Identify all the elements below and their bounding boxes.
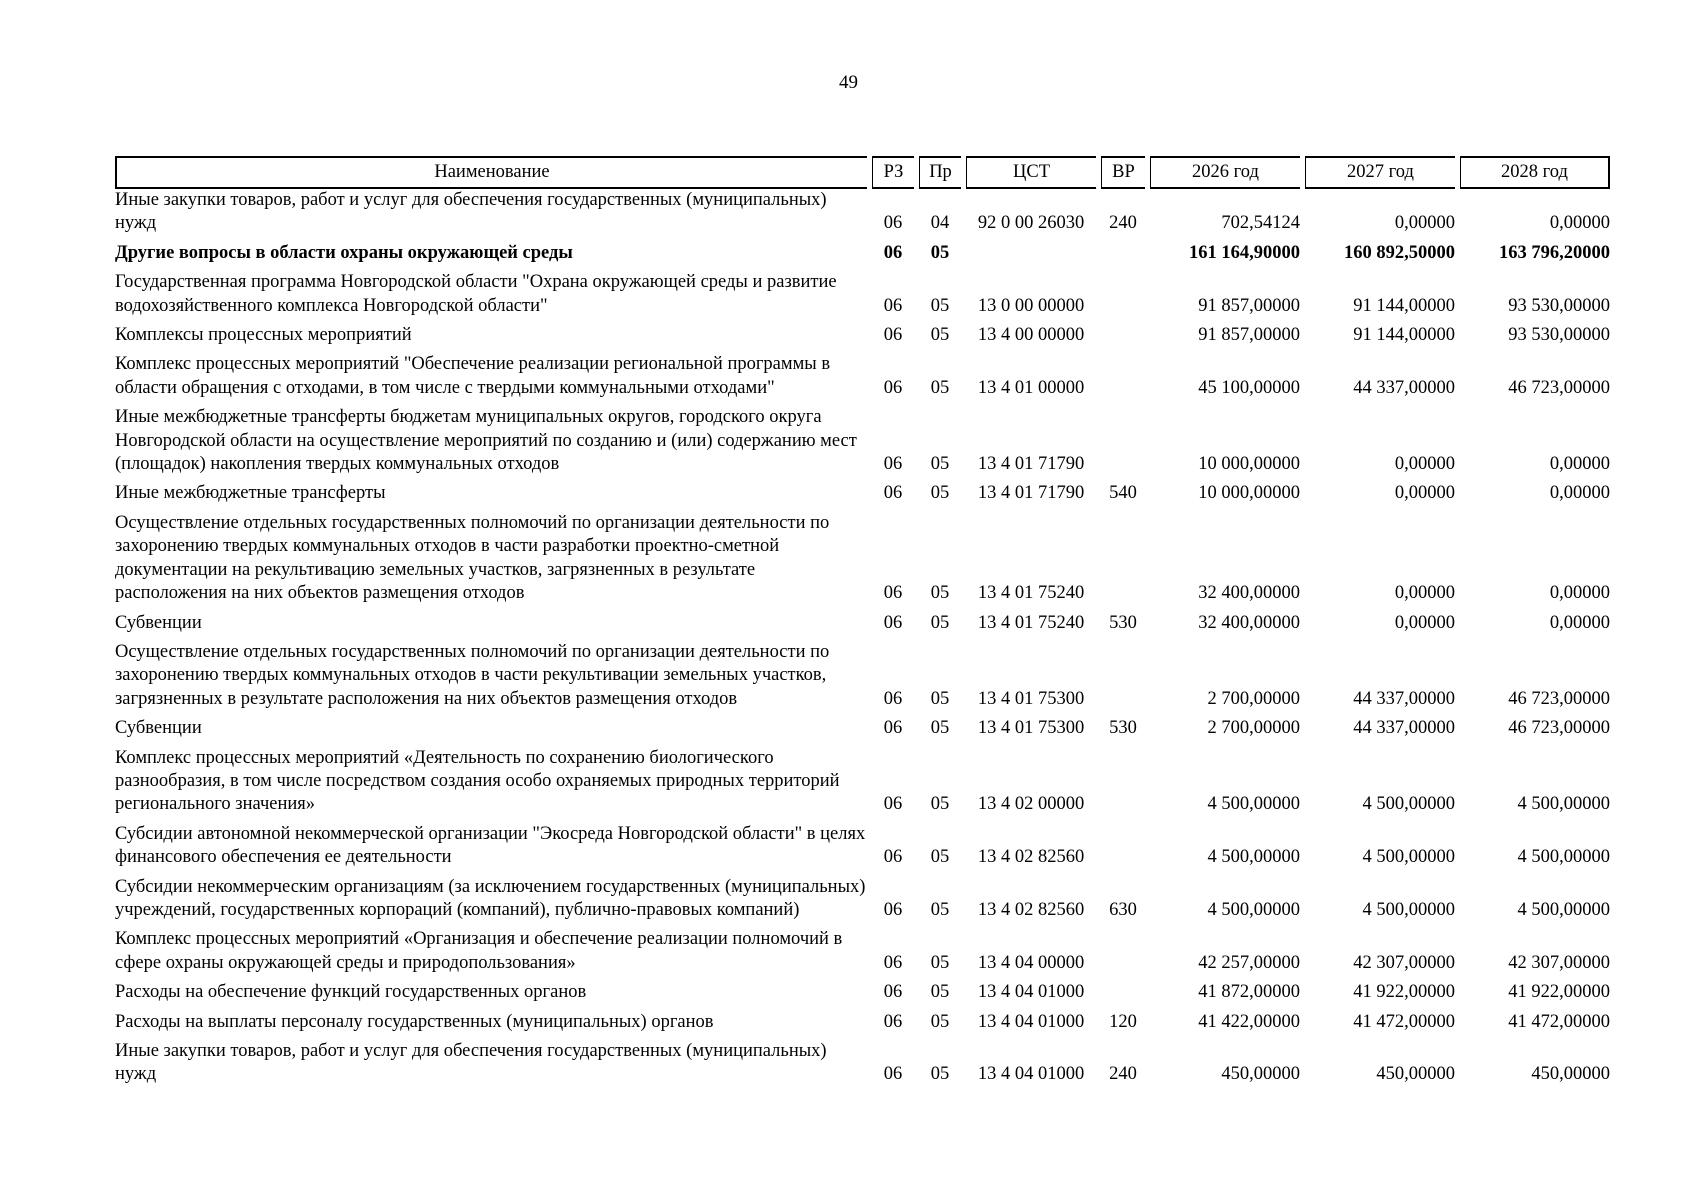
table-row — [115, 612, 1610, 641]
row-pr: 05 — [930, 952, 950, 973]
row-value-2026: 702,54124 — [1221, 213, 1300, 234]
row-vr — [1101, 512, 1145, 612]
row-value-2028: 0,00000 — [1549, 483, 1610, 504]
row-cst: 13 4 02 82560 — [977, 847, 1085, 868]
row-value-2028: 46 723,00000 — [1508, 718, 1610, 739]
row-name: Осуществление отдельных государственных полномочий по организации деятельности по захоронению твердых коммунальных отходов в части разработки проектно-сметной документации на рекультивацию земельных участков, загрязненных в результате расположения на них объектов размещения отходов — [115, 512, 830, 604]
row-pr: 05 — [930, 295, 950, 316]
row-rz: 06 — [883, 688, 903, 709]
row-value-2026: 2 700,00000 — [1207, 688, 1300, 709]
row-name: Комплексы процессных мероприятий — [115, 325, 412, 346]
table-row — [115, 189, 1610, 242]
row-vr: 530 — [1109, 718, 1137, 739]
row-name: Иные закупки товаров, работ и услуг для обеспечения государственных (муниципальных) нужд — [115, 190, 827, 234]
header-cst: ЦСТ — [966, 156, 1096, 189]
budget-table — [115, 156, 1610, 1093]
row-value-2026: 91 857,00000 — [1198, 325, 1300, 346]
row-cst: 13 4 01 71790 — [977, 483, 1085, 504]
row-rz: 06 — [883, 982, 903, 1003]
row-pr: 05 — [930, 325, 950, 346]
row-vr — [1101, 242, 1145, 271]
row-value-2027: 0,00000 — [1394, 583, 1455, 604]
row-name: Иные межбюджетные трансферты — [115, 483, 386, 504]
row-rz: 06 — [883, 325, 903, 346]
row-vr: 240 — [1109, 1064, 1137, 1085]
row-rz: 06 — [883, 583, 903, 604]
table-row — [115, 482, 1610, 511]
row-pr: 05 — [930, 1011, 950, 1032]
header-2028: 2028 год — [1460, 156, 1610, 189]
row-value-2028: 46 723,00000 — [1508, 377, 1610, 398]
table-body — [115, 189, 1610, 1093]
row-pr: 05 — [930, 612, 950, 633]
row-name: Расходы на выплаты персоналу государственных (муниципальных) органов — [115, 1011, 714, 1032]
row-name: Иные закупки товаров, работ и услуг для обеспечения государственных (муниципальных) нужд — [115, 1041, 827, 1085]
table-row — [115, 981, 1610, 1010]
row-value-2028: 41 472,00000 — [1508, 1011, 1610, 1032]
table-row — [115, 242, 1610, 271]
row-pr: 05 — [930, 242, 950, 263]
row-name: Субсидии некоммерческим организациям (за исключением государственных (муниципальных) учреждений, государственных корпораций (компаний), публично-правовых компаний) — [115, 876, 866, 920]
row-rz: 06 — [883, 794, 903, 815]
table-row — [115, 406, 1610, 482]
row-value-2028: 42 307,00000 — [1508, 952, 1610, 973]
row-value-2027: 42 307,00000 — [1353, 952, 1455, 973]
row-cst: 13 0 00 00000 — [977, 295, 1085, 316]
row-value-2026: 4 500,00000 — [1207, 847, 1300, 868]
row-value-2027: 0,00000 — [1394, 483, 1455, 504]
row-value-2028: 0,00000 — [1549, 612, 1610, 633]
row-vr — [1101, 353, 1145, 406]
row-value-2026: 45 100,00000 — [1198, 377, 1300, 398]
row-value-2026: 42 257,00000 — [1198, 952, 1300, 973]
row-rz: 06 — [883, 295, 903, 316]
row-rz: 06 — [883, 377, 903, 398]
row-value-2027: 0,00000 — [1394, 213, 1455, 234]
row-name: Осуществление отдельных государственных полномочий по организации деятельности по захоронению твердых коммунальных отходов в части рекультивации земельных участков, загрязненных в результате расположения на них объектов размещения отходов — [115, 641, 830, 709]
row-value-2026: 32 400,00000 — [1198, 583, 1300, 604]
row-value-2026: 4 500,00000 — [1207, 794, 1300, 815]
row-value-2027: 450,00000 — [1376, 1064, 1455, 1085]
row-vr — [1101, 271, 1145, 324]
table-row — [115, 928, 1610, 981]
row-rz: 06 — [883, 213, 903, 234]
row-value-2027: 41 472,00000 — [1353, 1011, 1455, 1032]
row-vr: 530 — [1109, 612, 1137, 633]
row-value-2028: 93 530,00000 — [1508, 325, 1610, 346]
table-row — [115, 271, 1610, 324]
header-rz: РЗ — [872, 156, 914, 189]
row-name: Государственная программа Новгородской области "Охрана окружающей среды и развитие водохозяйственного комплекса Новгородской области" — [115, 272, 837, 316]
row-rz: 06 — [883, 718, 903, 739]
row-rz: 06 — [883, 1011, 903, 1032]
table-row — [115, 823, 1610, 876]
row-value-2027: 41 922,00000 — [1353, 982, 1455, 1003]
row-name: Субвенции — [115, 718, 202, 739]
row-pr: 05 — [930, 982, 950, 1003]
row-value-2028: 0,00000 — [1549, 583, 1610, 604]
row-value-2027: 4 500,00000 — [1362, 847, 1455, 868]
row-value-2027: 91 144,00000 — [1353, 325, 1455, 346]
row-value-2026: 91 857,00000 — [1198, 295, 1300, 316]
row-value-2027: 4 500,00000 — [1362, 899, 1455, 920]
row-value-2028: 0,00000 — [1549, 454, 1610, 475]
row-rz: 06 — [883, 1064, 903, 1085]
row-cst: 13 4 01 71790 — [977, 454, 1085, 475]
row-cst: 13 4 01 75240 — [977, 612, 1085, 633]
table-row — [115, 717, 1610, 746]
row-pr: 05 — [930, 718, 950, 739]
header-pr: Пр — [919, 156, 961, 189]
row-value-2028: 4 500,00000 — [1517, 899, 1610, 920]
row-vr — [1101, 406, 1145, 482]
row-vr: 120 — [1109, 1011, 1137, 1032]
row-value-2027: 44 337,00000 — [1353, 688, 1455, 709]
row-vr — [1101, 928, 1145, 981]
row-name: Субвенции — [115, 612, 202, 633]
table-header-row — [115, 156, 1610, 189]
header-2027: 2027 год — [1305, 156, 1455, 189]
row-value-2026: 450,00000 — [1221, 1064, 1300, 1085]
row-name: Субсидии автономной некоммерческой организации "Экосреда Новгородской области" в целях финансового обеспечения ее деятельности — [115, 823, 866, 868]
row-cst: 13 4 01 75300 — [977, 718, 1085, 739]
row-value-2026: 2 700,00000 — [1207, 718, 1300, 739]
row-value-2026: 10 000,00000 — [1198, 483, 1300, 504]
row-value-2027: 0,00000 — [1394, 612, 1455, 633]
row-pr: 05 — [930, 483, 950, 504]
row-name: Комплекс процессных мероприятий «Деятельность по сохранению биологического разнообразия, в том числе посредством создания особо охраняемых природных территорий регионального значения» — [115, 747, 840, 815]
row-cst: 92 0 00 26030 — [977, 213, 1085, 234]
row-value-2027: 44 337,00000 — [1353, 377, 1455, 398]
row-cst: 13 4 04 01000 — [977, 982, 1085, 1003]
row-value-2027: 160 892,50000 — [1344, 242, 1455, 263]
row-value-2026: 41 422,00000 — [1198, 1011, 1300, 1032]
row-value-2026: 161 164,90000 — [1189, 242, 1300, 263]
row-value-2028: 0,00000 — [1549, 213, 1610, 234]
row-rz: 06 — [883, 483, 903, 504]
row-name: Комплекс процессных мероприятий «Организация и обеспечение реализации полномочий в сфере охраны окружающей среды и природопользования» — [115, 929, 843, 973]
table-row — [115, 641, 1610, 717]
row-pr: 05 — [930, 794, 950, 815]
table-row — [115, 1011, 1610, 1040]
row-value-2028: 4 500,00000 — [1517, 794, 1610, 815]
row-name: Иные межбюджетные трансферты бюджетам муниципальных округов, городского округа Новгородской области на осуществление мероприятий по созданию и (или) содержанию мест (площадок) накопления твердых коммунальных отходов — [115, 407, 857, 475]
row-value-2028: 163 796,20000 — [1499, 242, 1610, 263]
row-cst: 13 4 00 00000 — [977, 325, 1085, 346]
table-row — [115, 324, 1610, 353]
header-vr: ВР — [1101, 156, 1145, 189]
table-row — [115, 353, 1610, 406]
row-pr: 04 — [930, 213, 950, 234]
row-value-2026: 32 400,00000 — [1198, 612, 1300, 633]
row-value-2028: 46 723,00000 — [1508, 688, 1610, 709]
row-rz: 06 — [883, 952, 903, 973]
row-vr: 540 — [1109, 483, 1137, 504]
row-vr: 240 — [1109, 213, 1137, 234]
row-pr: 05 — [930, 688, 950, 709]
row-pr: 05 — [930, 847, 950, 868]
row-cst — [966, 242, 1096, 271]
row-cst: 13 4 02 00000 — [977, 794, 1085, 815]
row-value-2027: 91 144,00000 — [1353, 295, 1455, 316]
row-vr: 630 — [1109, 899, 1137, 920]
row-value-2026: 41 872,00000 — [1198, 982, 1300, 1003]
row-value-2026: 10 000,00000 — [1198, 454, 1300, 475]
row-pr: 05 — [930, 583, 950, 604]
row-rz: 06 — [883, 612, 903, 633]
row-cst: 13 4 01 75240 — [977, 583, 1085, 604]
row-pr: 05 — [930, 454, 950, 475]
header-name: Наименование — [115, 156, 867, 189]
row-cst: 13 4 04 00000 — [977, 952, 1085, 973]
row-value-2027: 4 500,00000 — [1362, 794, 1455, 815]
row-rz: 06 — [883, 899, 903, 920]
row-cst: 13 4 04 01000 — [977, 1064, 1085, 1085]
row-rz: 06 — [883, 847, 903, 868]
row-vr — [1101, 324, 1145, 353]
row-cst: 13 4 02 82560 — [977, 899, 1085, 920]
row-vr — [1101, 747, 1145, 823]
row-vr — [1101, 981, 1145, 1010]
row-value-2028: 450,00000 — [1531, 1064, 1610, 1085]
row-cst: 13 4 04 01000 — [977, 1011, 1085, 1032]
row-value-2028: 41 922,00000 — [1508, 982, 1610, 1003]
row-value-2028: 4 500,00000 — [1517, 847, 1610, 868]
row-value-2027: 44 337,00000 — [1353, 718, 1455, 739]
header-2026: 2026 год — [1150, 156, 1300, 189]
row-pr: 05 — [930, 1064, 950, 1085]
row-value-2027: 0,00000 — [1394, 454, 1455, 475]
row-vr — [1101, 641, 1145, 717]
table-row — [115, 876, 1610, 929]
row-rz: 06 — [883, 242, 903, 263]
table-row — [115, 512, 1610, 612]
row-name: Другие вопросы в области охраны окружающей среды — [115, 242, 573, 263]
table-row — [115, 1040, 1610, 1093]
row-cst: 13 4 01 00000 — [977, 377, 1085, 398]
row-cst: 13 4 01 75300 — [977, 688, 1085, 709]
page-number: 49 — [839, 72, 858, 93]
row-pr: 05 — [930, 377, 950, 398]
row-name: Комплекс процессных мероприятий "Обеспечение реализации региональной программы в области обращения с отходами, в том числе с твердыми коммунальными отходами" — [115, 354, 831, 398]
row-value-2026: 4 500,00000 — [1207, 899, 1300, 920]
row-name: Расходы на обеспечение функций государственных органов — [115, 982, 587, 1003]
row-rz: 06 — [883, 454, 903, 475]
table-row — [115, 747, 1610, 823]
row-pr: 05 — [930, 899, 950, 920]
row-vr — [1101, 823, 1145, 876]
row-value-2028: 93 530,00000 — [1508, 295, 1610, 316]
